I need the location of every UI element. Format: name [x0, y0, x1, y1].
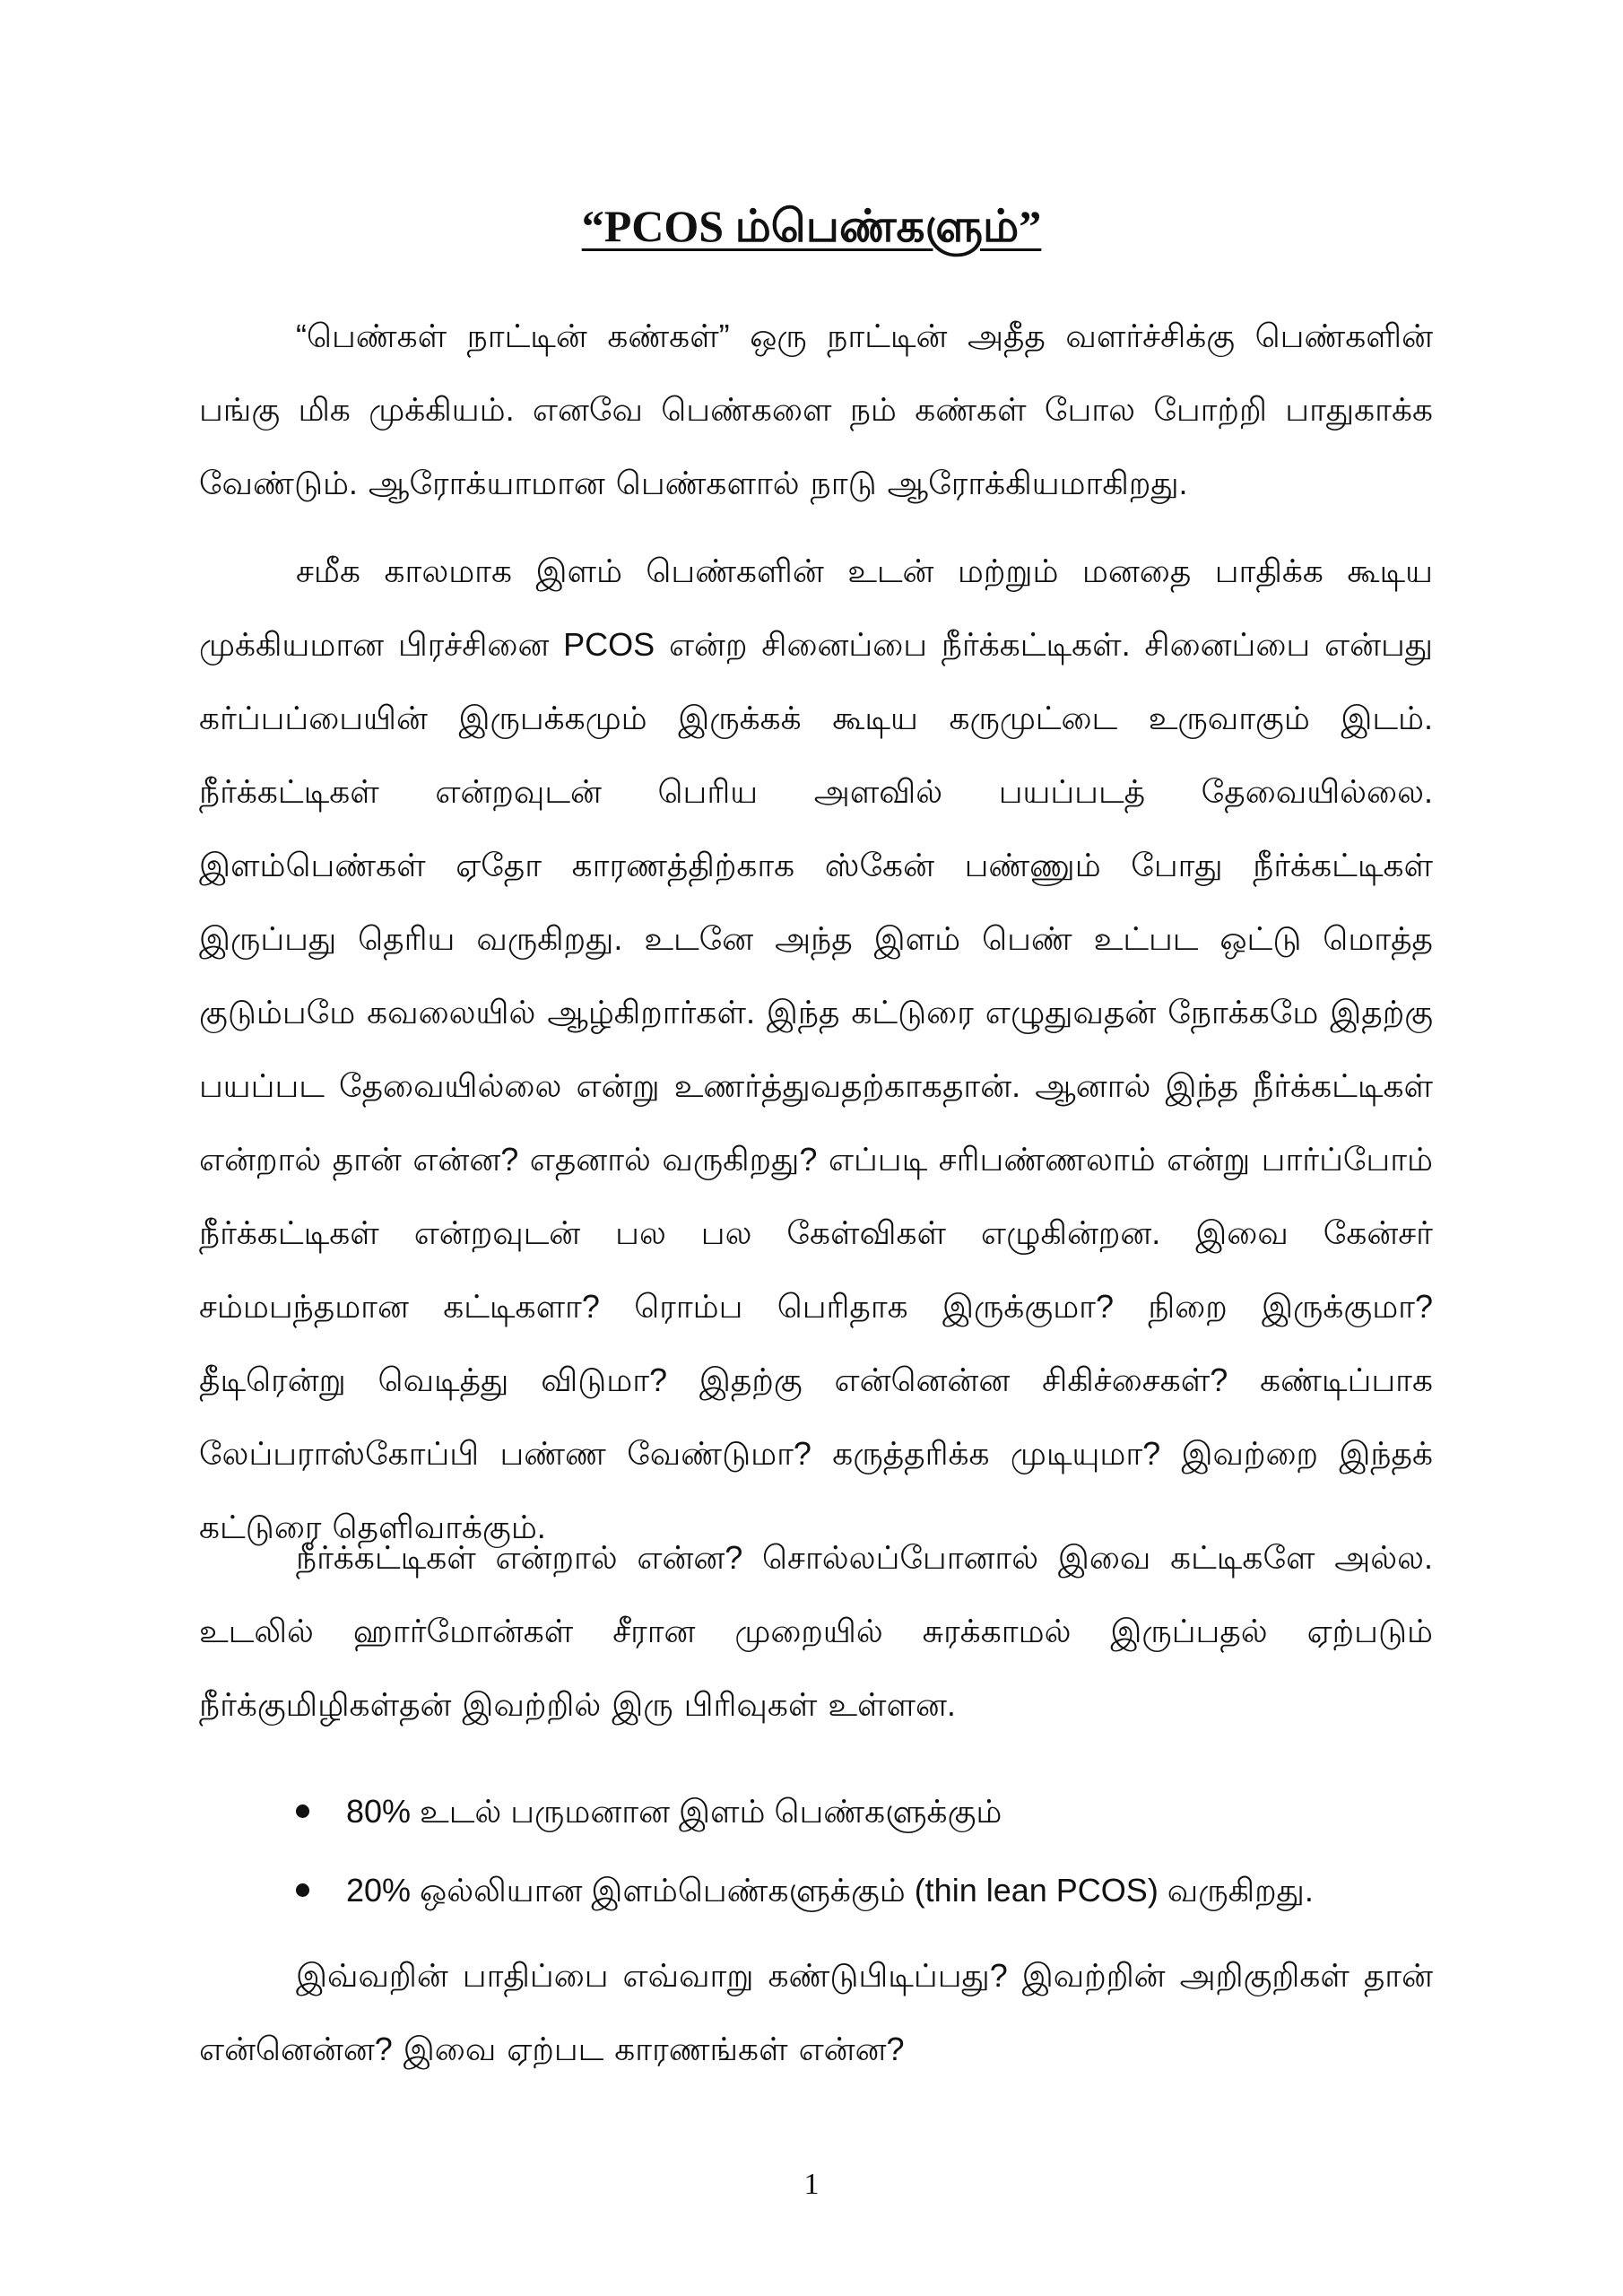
pcos-types-list: [296, 1772, 1314, 1930]
paragraph-diagnosis-questions: இவ்வறின் பாதிப்பை எவ்வாறு கண்டுபிடிப்பது? இவற்றின் அறிகுறிகள் தான் என்னென்ன? இவை ஏற்பட காரணங்கள் என்ன?: [199, 1957, 1433, 2067]
pcos-type-list-item: 80% உடல் பருமனான இளம் பெண்களுக்கும்: [296, 1772, 1314, 1851]
paragraph-what-are-cysts: நீர்க்கட்டிகள் என்றால் என்ன? சொல்லப்போனால் இவை கட்டிகளே அல்ல. உடலில் ஹார்மோன்கள் சீரான முறையில் சுரக்காமல் இருப்பதல் ஏற்படும் நீர்க்குமிழிகள்தன் இவற்றில் இரு பிரிவுகள் உள்ளன.: [199, 1539, 1433, 1723]
pcos-type-list-item: 20% ஒல்லியான இளம்பெண்களுக்கும் (thin lean PCOS) வருகிறது.: [296, 1851, 1314, 1930]
paragraph-pcos-explanation: சமீக காலமாக இளம் பெண்களின் உடன் மற்றும் மனதை பாதிக்க கூடிய முக்கியமான பிரச்சினை PCOS என்ற சினைப்பை நீர்க்கட்டிகள். சினைப்பை என்பது கர்ப்பப்பையின் இருபக்கமும் இருக்கக் கூடிய கருமுட்டை உருவாகும் இடம். நீர்க்கட்டிகள் என்றவுடன் பெரிய அளவில் பயப்படத் தேவையில்லை. இளம்பெண்கள் ஏதோ காரணத்திற்காக ஸ்கேன் பண்ணும் போது நீர்க்கட்டிகள் இருப்பது தெரிய வருகிறது. உடனே அந்த இளம் பெண் உட்பட ஒட்டு மொத்த குடும்பமே கவலையில் ஆழ்கிறார்கள். இந்த கட்டுரை எழுதுவதன் நோக்கமே இதற்கு பயப்பட தேவையில்லை என்று உணர்த்துவதற்காகதான். ஆனால் இந்த நீர்க்கட்டிகள் என்றால் தான் என்ன? எதனால் வருகிறது? எப்படி சரிபண்ணலாம் என்று பார்ப்போம் நீர்க்கட்டிகள் என்றவுடன் பல பல கேள்விகள் எழுகின்றன. இவை கேன்சர் சம்மபந்தமான கட்டிகளா? ரொம்ப பெரிதாக இருக்குமா? நிறை இருக்குமா? தீடிரென்று வெடித்து விடுமா? இதற்கு என்னென்ன சிகிச்சைகள்? கண்டிப்பாக லேப்பராஸ்கோப்பி பண்ண வேண்டுமா? கருத்தரிக்க முடியுமா? இவற்றை இந்தக் கட்டுரை தெளிவாக்கும்.: [199, 552, 1434, 1545]
paragraph-introduction: “பெண்கள் நாட்டின் கண்கள்” ஒரு நாட்டின் அதீத வளர்ச்சிக்கு பெண்களின் பங்கு மிக முக்கியம். எனவே பெண்களை நம் கண்கள் போல போற்றி பாதுகாக்க வேண்டும். ஆரோக்யாமான பெண்களால் நாடு ஆரோக்கியமாகிறது.: [199, 317, 1434, 501]
document-title: [0, 199, 1623, 253]
document-title-text: “PCOS ம்பெண்களும்”: [581, 201, 1042, 251]
page-number: 1: [803, 2168, 820, 2201]
